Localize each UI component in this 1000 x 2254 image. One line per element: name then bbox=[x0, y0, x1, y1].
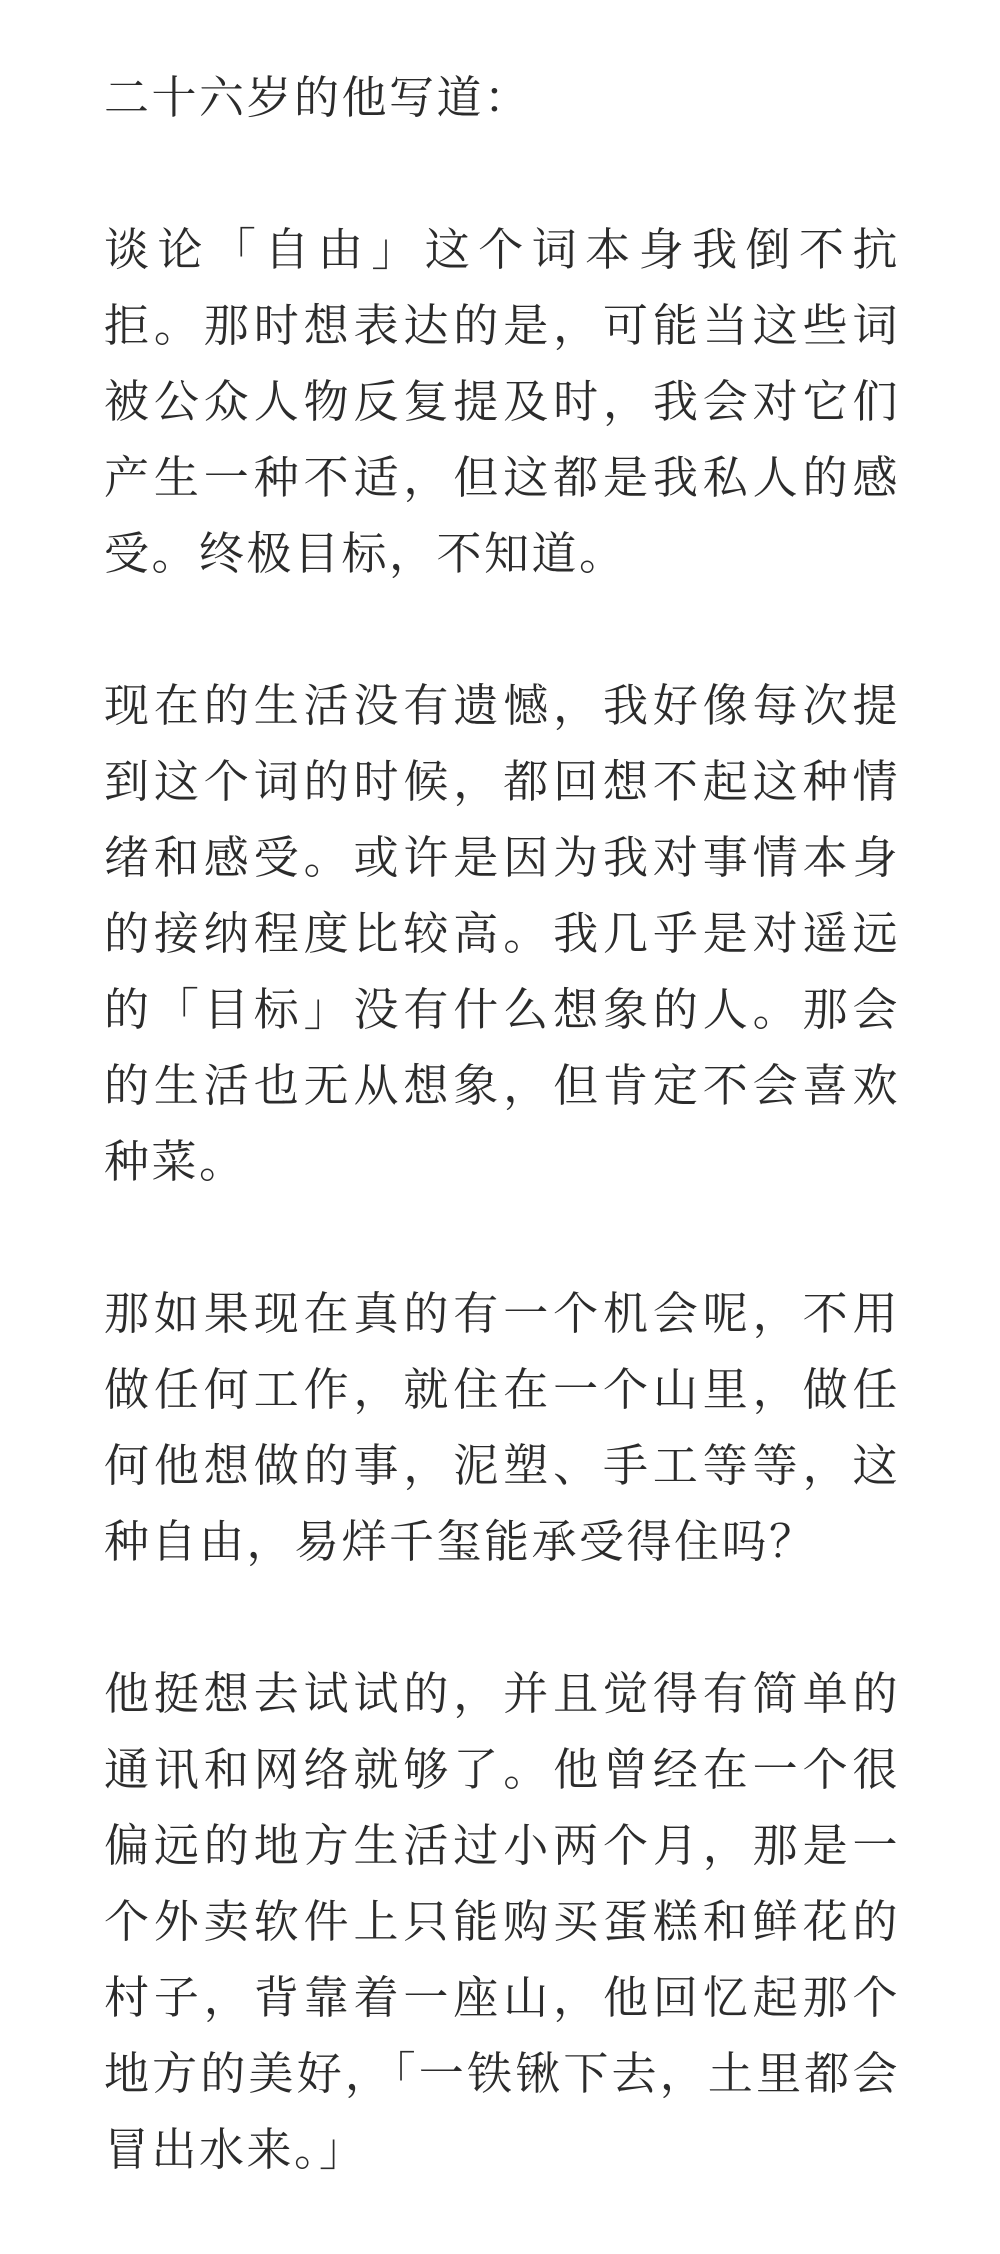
article-paragraph: 那如果现在真的有一个机会呢，不用做任何工作，就住在一个山里，做任何他想做的事，泥塑、手工等等，这种自由，易烊千玺能承受得住吗？ bbox=[104, 1287, 900, 1568]
article-body bbox=[104, 60, 900, 2188]
article-paragraph-intro: 二十六岁的他写道： bbox=[104, 71, 532, 124]
article-paragraph: 谈论「自由」这个词本身我倒不抗拒。那时想表达的是，可能当这些词被公众人物反复提及时，我会对它们产生一种不适，但这都是我私人的感受。终极目标，不知道。 bbox=[104, 223, 900, 580]
article-paragraph: 现在的生活没有遗憾，我好像每次提到这个词的时候，都回想不起这种情绪和感受。或许是因为我对事情本身的接纳程度比较高。我几乎是对遥远的「目标」没有什么想象的人。那会的生活也无从想象，但肯定不会喜欢种菜。 bbox=[104, 679, 900, 1188]
article-paragraph: 他挺想去试试的，并且觉得有简单的通讯和网络就够了。他曾经在一个很偏远的地方生活过小两个月，那是一个外卖软件上只能购买蛋糕和鲜花的村子，背靠着一座山，他回忆起那个地方的美好，「一铁锹下去，土里都会冒出水来。」 bbox=[104, 1667, 900, 2176]
